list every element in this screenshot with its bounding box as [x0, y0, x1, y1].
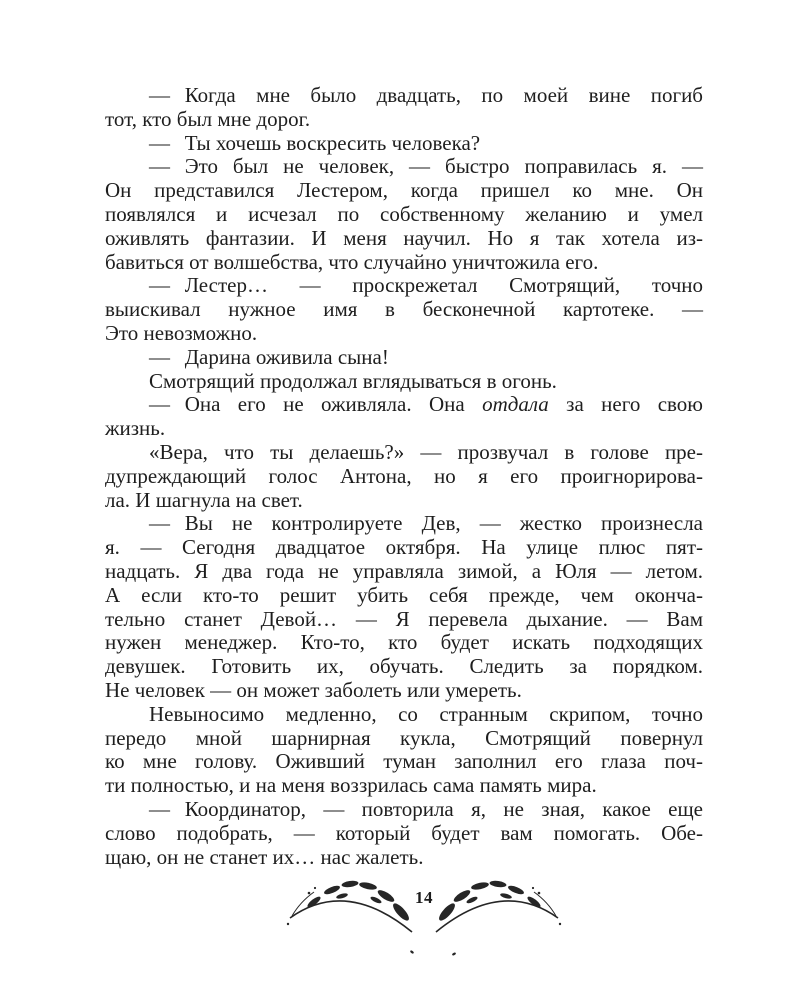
text-line — [105, 179, 703, 203]
text-line — [105, 846, 703, 870]
text-segment: — Когда мне было двадцать, по моей вине погиб — [149, 83, 703, 107]
text-line — [105, 108, 703, 132]
paragraph — [105, 84, 703, 132]
text-segment: — Ты хочешь воскресить человека? — [149, 130, 481, 155]
text-segment: Не человек — он может заболеть или умереть. — [105, 677, 522, 702]
text-segment: ла. И шагнула на свет. — [105, 487, 303, 512]
text-line — [105, 512, 703, 536]
leaf-flourish-icon — [284, 872, 564, 964]
text-segment: выискивал нужное имя в бесконечной картотеке. — — [105, 297, 703, 322]
text-line — [105, 560, 703, 584]
text-line — [105, 655, 703, 679]
text-segment: за него свою — [548, 392, 703, 417]
paragraph — [105, 512, 703, 702]
text-segment: «Вера, что ты делаешь?» — прозвучал в голове пре- — [149, 439, 703, 464]
text-segment: Смотрящий продолжал вглядываться в огонь. — [149, 368, 557, 393]
text-segment: появлялся и исчезал по собственному желанию и умел — [105, 201, 703, 226]
paragraph — [105, 155, 703, 274]
text-line — [105, 584, 703, 608]
paragraph — [105, 132, 703, 156]
text-line — [105, 679, 703, 703]
text-segment: бавиться от волшебства, что случайно уничтожила его. — [105, 249, 599, 274]
text-segment: нужен менеджер. Кто-то, кто будет искать подходящих — [105, 630, 703, 655]
text-segment: я. — Сегодня двадцатое октября. На улице плюс пят- — [105, 535, 703, 560]
page-footer — [105, 872, 703, 972]
text-line — [105, 417, 703, 441]
text-segment: Невыносимо медленно, со странным скрипом, точно — [149, 701, 703, 726]
text-line — [105, 608, 703, 632]
text-segment: ти полностью, и на меня воззрилась сама память мира. — [105, 773, 597, 798]
text-segment: тельно станет Девой… — Я перевела дыхание. — Вам — [105, 606, 703, 631]
text-line — [105, 227, 703, 251]
text-line — [105, 203, 703, 227]
text-line — [105, 441, 703, 465]
text-segment: — Вы не контролируете Дев, — жестко произнесла — [149, 511, 703, 536]
text-segment: слово подобрать, — который будет вам помогать. Обе- — [105, 820, 703, 845]
text-segment: передо мной шарнирная кукла, Смотрящий повернул — [105, 725, 703, 750]
text-line — [105, 298, 703, 322]
text-line — [105, 727, 703, 751]
footer-ornament-group — [284, 872, 564, 964]
text-line — [105, 822, 703, 846]
text-segment: Это невозможно. — [105, 320, 258, 345]
text-line — [105, 132, 703, 156]
paragraph — [105, 441, 703, 512]
text-line — [105, 155, 703, 179]
text-line — [105, 465, 703, 489]
paragraph — [105, 798, 703, 869]
paragraph — [105, 346, 703, 370]
text-block — [105, 84, 703, 869]
text-segment: — Это был не человек, — быстро поправилась я. — — [149, 154, 703, 179]
text-segment: А если кто-то решит убить себя прежде, чем оконча- — [105, 582, 703, 607]
text-line — [105, 798, 703, 822]
text-segment: девушек. Готовить их, обучать. Следить за порядком. — [105, 654, 703, 679]
paragraph — [105, 703, 703, 798]
text-line — [105, 274, 703, 298]
paragraph — [105, 393, 703, 441]
text-line — [105, 774, 703, 798]
paragraph — [105, 274, 703, 345]
text-segment: — Дарина оживила сына! — [149, 344, 389, 369]
text-segment: ко мне голову. Оживший туман заполнил его глаза поч- — [105, 749, 703, 774]
text-segment: — Координатор, — повторила я, не зная, какое еще — [149, 796, 703, 821]
text-segment: оживлять фантазии. И меня научил. Но я так хотела из- — [105, 225, 703, 250]
text-segment: — Лестер… — проскрежетал Смотрящий, точно — [149, 273, 703, 298]
text-line — [105, 251, 703, 275]
text-line — [105, 536, 703, 560]
text-segment: — Она его не оживляла. Она — [149, 392, 483, 417]
text-line — [105, 346, 703, 370]
text-segment: жизнь. — [105, 416, 166, 441]
text-segment: щаю, он не станет их… нас жалеть. — [105, 844, 424, 869]
text-line — [105, 393, 703, 417]
text-segment: тот, кто был мне дорог. — [105, 106, 311, 131]
paragraph — [105, 370, 703, 394]
italic-text: отдала — [482, 392, 549, 417]
text-line — [105, 84, 703, 108]
text-segment: надцать. Я два года не управляла зимой, а Юля — летом. — [105, 558, 703, 583]
text-segment: Он представился Лестером, когда пришел ко мне. Он — [105, 178, 703, 203]
text-line — [105, 631, 703, 655]
page-number: 14 — [415, 888, 433, 907]
text-line — [105, 489, 703, 513]
text-line — [105, 322, 703, 346]
text-line — [105, 370, 703, 394]
text-line — [105, 750, 703, 774]
text-segment: дупреждающий голос Антона, но я его проигнорирова- — [105, 463, 703, 488]
text-line — [105, 703, 703, 727]
